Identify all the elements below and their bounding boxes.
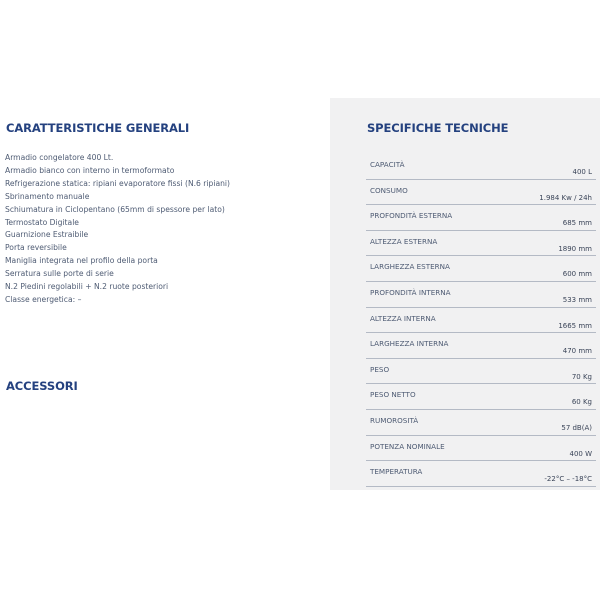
- general-features-heading: CARATTERISTICHE GENERALI: [6, 121, 190, 135]
- spec-row: [366, 256, 596, 282]
- feature-item: Maniglia integrata nel profilo della porta: [5, 256, 158, 266]
- spec-value: 470 mm: [562, 347, 592, 356]
- spec-value: 1.984 Kw / 24h: [539, 193, 592, 202]
- spec-label: PROFONDITÀ INTERNA: [370, 287, 451, 297]
- feature-item: N.2 Piedini regolabili + N.2 ruote posteriori: [5, 282, 169, 292]
- spec-row: [366, 359, 596, 385]
- spec-row: [366, 461, 596, 487]
- spec-label: RUMOROSITÀ: [370, 415, 419, 425]
- specs-panel: [330, 98, 600, 490]
- spec-label: PESO NETTO: [370, 390, 416, 400]
- spec-value: 533 mm: [562, 295, 592, 304]
- spec-value: 400 W: [569, 449, 592, 458]
- accessories-heading: ACCESSORI: [6, 379, 78, 393]
- spec-value: 70 Kg: [571, 372, 592, 381]
- spec-value: 685 mm: [562, 219, 592, 228]
- feature-item: Armadio bianco con interno in termoformato: [5, 165, 175, 175]
- spec-row: [366, 410, 596, 436]
- spec-row: [366, 154, 596, 180]
- spec-value: -22°C – -18°C: [544, 475, 592, 484]
- feature-item: Classe energetica: –: [5, 294, 82, 304]
- spec-row: [366, 205, 596, 231]
- feature-item: Termostato Digitale: [5, 217, 79, 227]
- spec-label: POTENZA NOMINALE: [370, 441, 445, 451]
- spec-value: 57 dB(A): [561, 423, 592, 432]
- spec-value: 600 mm: [562, 270, 592, 279]
- feature-item: Sbrinamento manuale: [5, 191, 90, 201]
- spec-row: [366, 384, 596, 410]
- spec-label: PROFONDITÀ ESTERNA: [370, 211, 453, 221]
- spec-value: 1890 mm: [558, 244, 592, 253]
- specs-heading: SPECIFICHE TECNICHE: [367, 121, 509, 135]
- feature-item: Porta reversibile: [5, 243, 67, 253]
- spec-label: PESO: [370, 364, 390, 374]
- feature-item: Guarnizione Estraibile: [5, 230, 89, 240]
- specs-table: [366, 154, 596, 487]
- feature-item: Armadio congelatore 400 Lt.: [5, 153, 114, 162]
- spec-label: TEMPERATURA: [370, 467, 423, 477]
- spec-label: ALTEZZA INTERNA: [370, 313, 436, 323]
- spec-row: [366, 180, 596, 206]
- spec-row: [366, 282, 596, 308]
- feature-item: Refrigerazione statica: ripiani evaporatore fissi (N.6 ripiani): [5, 178, 230, 188]
- feature-item: Schiumatura in Ciclopentano (65mm di spessore per lato): [5, 204, 225, 214]
- spec-row: [366, 333, 596, 359]
- spec-value: 1665 mm: [558, 321, 592, 330]
- spec-label: CAPACITÀ: [370, 160, 405, 169]
- spec-row: [366, 436, 596, 462]
- spec-row: [366, 308, 596, 334]
- spec-row: [366, 231, 596, 257]
- feature-item: Serratura sulle porte di serie: [5, 269, 114, 279]
- spec-label: ALTEZZA ESTERNA: [370, 236, 438, 246]
- spec-value: 400 L: [572, 168, 592, 176]
- general-features-list: [5, 152, 230, 307]
- spec-value: 60 Kg: [571, 398, 592, 407]
- spec-label: CONSUMO: [370, 185, 408, 195]
- spec-label: LARGHEZZA ESTERNA: [370, 262, 450, 272]
- spec-label: LARGHEZZA INTERNA: [370, 339, 449, 349]
